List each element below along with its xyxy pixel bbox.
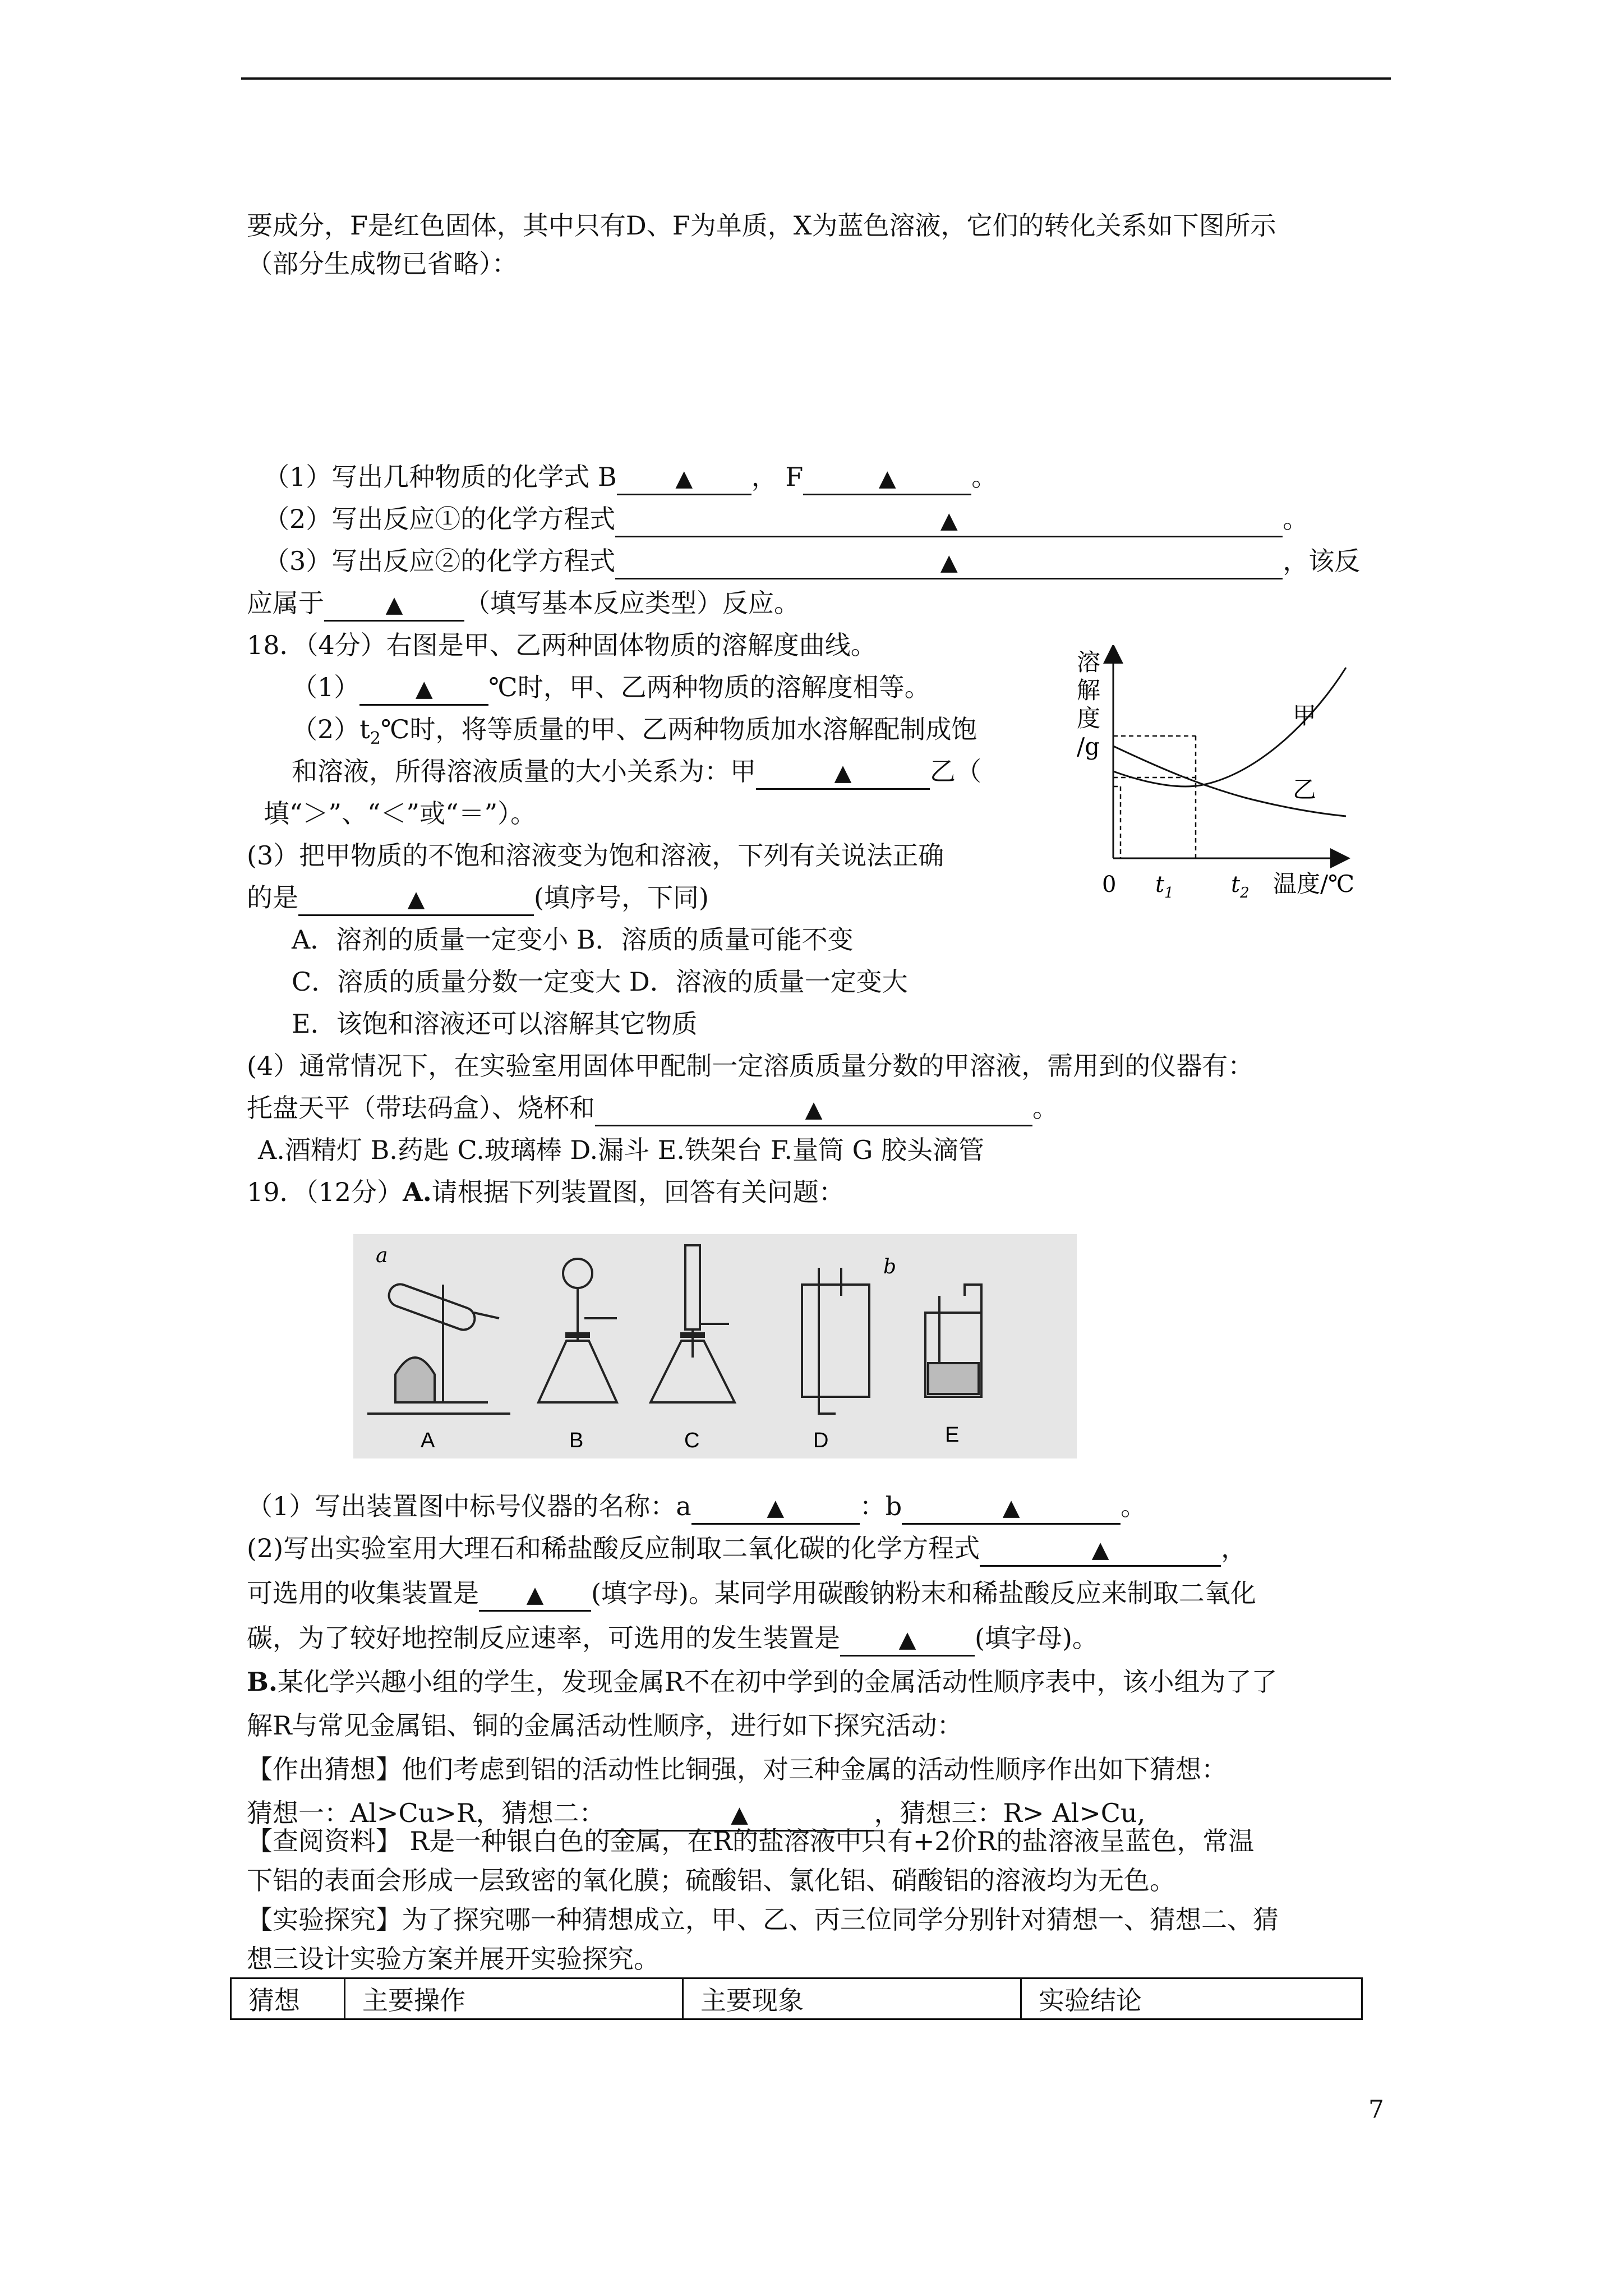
q17-part-2: （2）写出反应①的化学方程式 ▲ 。 [264, 502, 1308, 537]
q19-b-intro: B.某化学兴趣小组的学生，发现金属R不在初中学到的金属活动性顺序表中，该小组为了了 [247, 1667, 1278, 1697]
q18-part-2-cont: 和溶液，所得溶液质量的大小关系为：甲 ▲ 乙（ [292, 754, 981, 790]
q18-option-cd: C．溶质的质量分数一定变大 D．溶液的质量一定变大 [292, 967, 908, 997]
q19-stem: 19．（12分）A.请根据下列装置图，回答有关问题： [247, 1177, 845, 1207]
apparatus-figure [353, 1234, 1077, 1458]
q18-part-1: （1） ▲ ℃时，甲、乙两种物质的溶解度相等。 [292, 670, 930, 706]
label-e: E [945, 1423, 960, 1447]
y-label-3: 度 [1077, 705, 1101, 732]
table-header-row [231, 1978, 1362, 2019]
q19-info-1: 【查阅资料】 R是一种银白色的金属，在R的盐溶液中只有+2价R的盐溶液呈蓝色，常温 [247, 1826, 1255, 1856]
q19-part-1: （1）写出装置图中标号仪器的名称：a ▲ ：b ▲ 。 [247, 1489, 1146, 1525]
x-tick-t2: $t_2$ [1231, 872, 1249, 901]
q18-part-2: $(2)t_2℃$时，将等质量的甲、乙两种物质加水溶解配制成饱 [292, 714, 978, 749]
table-header-cell: 主要现象 [683, 1978, 1021, 2019]
y-label-4: /g [1077, 733, 1100, 760]
q17-part-1: （1）写出几种物质的化学式 B ▲ ， F ▲ 。 [264, 460, 997, 495]
y-label-1: 溶 [1077, 648, 1101, 676]
q19-part-2-cont2: 碳，为了较好地控制反应速率，可选用的发生装置是 ▲ (填字母)。 [247, 1621, 1098, 1657]
q19-guess-line: 猜想一：Al>Cu>R，猜想二： ▲ ，猜想三：R> Al>Cu, [247, 1796, 1145, 1832]
header-rule [241, 77, 1391, 80]
experiment-table [230, 1977, 1363, 2020]
q18-part-3-cont: 的是 ▲ (填序号，下同) [247, 881, 709, 916]
q19-part-2-cont: 可选用的收集装置是 ▲ (填字母)。某同学用碳酸钠粉末和稀盐酸反应来制取二氧化 [247, 1576, 1256, 1612]
label-c: C [684, 1429, 700, 1452]
page-number: 7 [1368, 2095, 1384, 2124]
mark-a: a [376, 1244, 388, 1267]
q17-part-3: （3）写出反应②的化学方程式 ▲ ，该反 [264, 544, 1360, 579]
q18-part-4-options: A.酒精灯 B.药匙 C.玻璃棒 D.漏斗 E.铁架台 F.量筒 G 胶头滴管 [258, 1135, 984, 1165]
label-a: A [421, 1429, 435, 1452]
y-label-2: 解 [1077, 677, 1101, 704]
table-header-cell: 实验结论 [1021, 1978, 1362, 2019]
q18-part-4: (4）通常情况下，在实验室用固体甲配制一定溶质质量分数的甲溶液，需用到的仪器有： [247, 1051, 1254, 1081]
q19-info-2: 下铝的表面会形成一层致密的氧化膜；硫酸铝、氯化铝、硝酸铝的溶液均为无色。 [247, 1865, 1175, 1895]
label-b: B [569, 1429, 584, 1452]
origin-label: 0 [1102, 872, 1117, 898]
q18-part-3: (3）把甲物质的不饱和溶液变为饱和溶液，下列有关说法正确 [247, 840, 944, 871]
q18-option-e: E．该饱和溶液还可以溶解其它物质 [292, 1009, 698, 1039]
q18-part-2-hint: 填“＞”、“＜”或“＝”）。 [264, 798, 537, 829]
series-label-yi: 乙 [1293, 776, 1317, 803]
q19-exp-1: 【实验探究】为了探究哪一种猜想成立，甲、乙、丙三位同学分别针对猜想一、猜想二、猜 [247, 1904, 1279, 1935]
series-label-jia: 甲 [1293, 702, 1317, 729]
q19-exp-2: 想三设计实验方案并展开实验探究。 [247, 1944, 660, 1974]
x-axis-label: 温度/℃ [1273, 870, 1355, 898]
label-d: D [813, 1429, 829, 1452]
intro-line-2: （部分生成物已省略）： [247, 249, 518, 279]
q18-option-ab: A．溶剂的质量一定变小 B．溶质的质量可能不变 [292, 924, 854, 955]
x-tick-t1: $t_1$ [1155, 872, 1174, 901]
q18-part-4-cont: 托盘天平（带珐码盒）、烧杯和 ▲ 。 [247, 1091, 1058, 1126]
intro-line-1: 要成分，F是红色固体，其中只有D、F为单质，X为蓝色溶液，它们的转化关系如下图所示 [247, 210, 1276, 241]
solubility-chart [1071, 645, 1396, 903]
q18-stem: 18．（4分）右图是甲、乙两种固体物质的溶解度曲线。 [247, 630, 877, 660]
q19-b-intro-cont: 解R与常见金属铝、铜的金属活动性顺序，进行如下探究活动： [247, 1710, 963, 1741]
table-header-cell: 猜想 [231, 1978, 345, 2019]
q17-part-3-cont: 应属于 ▲ （填写基本反应类型）反应。 [247, 586, 800, 622]
q19-part-2: (2)写出实验室用大理石和稀盐酸反应制取二氧化碳的化学方程式 ▲ ， [247, 1531, 1247, 1567]
q19-guess-head: 【作出猜想】他们考虑到铝的活动性比铜强，对三种金属的活动性顺序作出如下猜想： [247, 1754, 1227, 1784]
mark-b: b [883, 1255, 897, 1278]
table-header-cell: 主要操作 [345, 1978, 683, 2019]
